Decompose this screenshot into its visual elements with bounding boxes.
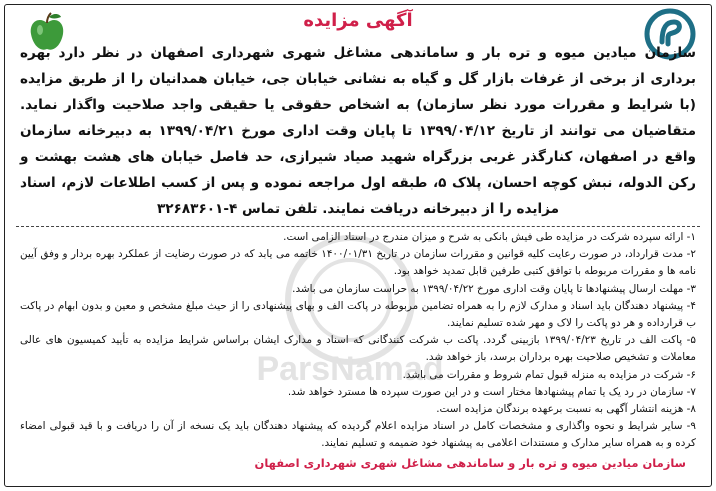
term-item: ۶- شرکت در مزایده به منزله قبول تمام شروط و مقررات می باشد. bbox=[402, 368, 696, 381]
term-item: ۹- سایر شرایط و نحوه واگذاری و مشخصات کامل در اسناد مزایده اعلام گردیده که پیشنهاد دهندگان باید یک نسخه از آن را دریافت و با قید قبولی امضاء کرده و به همراه سایر مدارک و مستندات اعلامی به پیشنهاد خود ضمیمه و تسلیم نمایند. bbox=[20, 420, 696, 450]
page-title: آگهی مزایده bbox=[303, 10, 413, 31]
header bbox=[6, 4, 710, 38]
intro-text: سازمان میادین میوه و تره بار و ساماندهی مشاغل شهری شهرداری اصفهان در نظر دارد بهره برداری از برخی از غرفات بازار گل و گیاه به نشانی خیابان جی، خیابان همدانیان را از طریق مزایده (با شرایط و مقررات مورد نظر سازمان) به اشخاص حقوقی یا حقیقی واجد صلاحیت واگذار نماید. متقاضیان می توانند از تاریخ ۱۳۹۹/۰۴/۱۲ تا پایان وقت اداری مورخ ۱۳۹۹/۰۴/۲۱ به دبیرخانه سازمان واقع در اصفهان، کنارگذر غربی بزرگراه شهید صیاد شیرازی، حد فاصل خیابان های هشت بهشت و رکن الدوله، نبش کوچه احسان، پلاک ۵، طبقه اول مراجعه نموده و پس از کسب اطلاعات لازم، اسناد مزایده را از دبیرخانه دریافت نمایند. تلفن تماس ۴-۳۲۶۸۳۶۰۱ bbox=[20, 45, 696, 217]
term-item: ۷- سازمان در رد یک یا تمام پیشنهادها مختار است و در این صورت سپرده ها مسترد خواهد شد. bbox=[287, 385, 696, 398]
term-item: ۸- هزینه انتشار آگهی به نسبت برعهده برندگان مزایده است. bbox=[436, 403, 696, 416]
term-item: ۱- ارائه سپرده شرکت در مزایده طی فیش بانکی به شرح و میزان مندرج در اسناد الزامی است. bbox=[283, 231, 696, 243]
intro-paragraph bbox=[20, 40, 696, 222]
term-item: ۵- پاکت الف در تاریخ ۱۳۹۹/۰۴/۲۳ بازبینی گردد. پاکت ب شرکت کنندگانی که اسناد و مدارک ایشان براساس شرایط مزایده به تأیید کمیسیون های عالی معاملات و تشخیص صلاحیت بهره برداران برسد، باز خواهد شد. bbox=[20, 334, 696, 364]
organization-signature: سازمان میادین میوه و تره بار و ساماندهی مشاغل شهری شهرداری اصفهان bbox=[254, 455, 686, 470]
term-item: ۲- مدت قرارداد، در صورت رعایت کلیه قوانین و مقررات سازمان در تاریخ ۱۴۰۰/۰۱/۳۱ خاتمه می یابد که در صورت رضایت از عملکرد بهره بردار و وفق آیین نامه ها و مقررات مربوطه با توافق کتبی طرفین قابل تمدید خواهد بود. bbox=[20, 248, 696, 278]
svg-text:ParsNamad: ParsNamad bbox=[256, 350, 444, 388]
term-item: ۳- مهلت ارسال پیشنهادها تا پایان وقت اداری مورخ ۱۳۹۹/۰۴/۲۲ به حراست سازمان می باشد. bbox=[292, 282, 696, 295]
term-item: ۴- پیشنهاد دهندگان باید اسناد و مدارک لازم را به همراه تضامین مربوطه در پاکت الف و بهای پیشنهادی را از حیث مبلغ مشخص و معین و بدون ابهام در پاکت ب قرارداده و هر دو پاکت را لاک و مهر شده تسلیم نمایند. bbox=[20, 299, 696, 330]
